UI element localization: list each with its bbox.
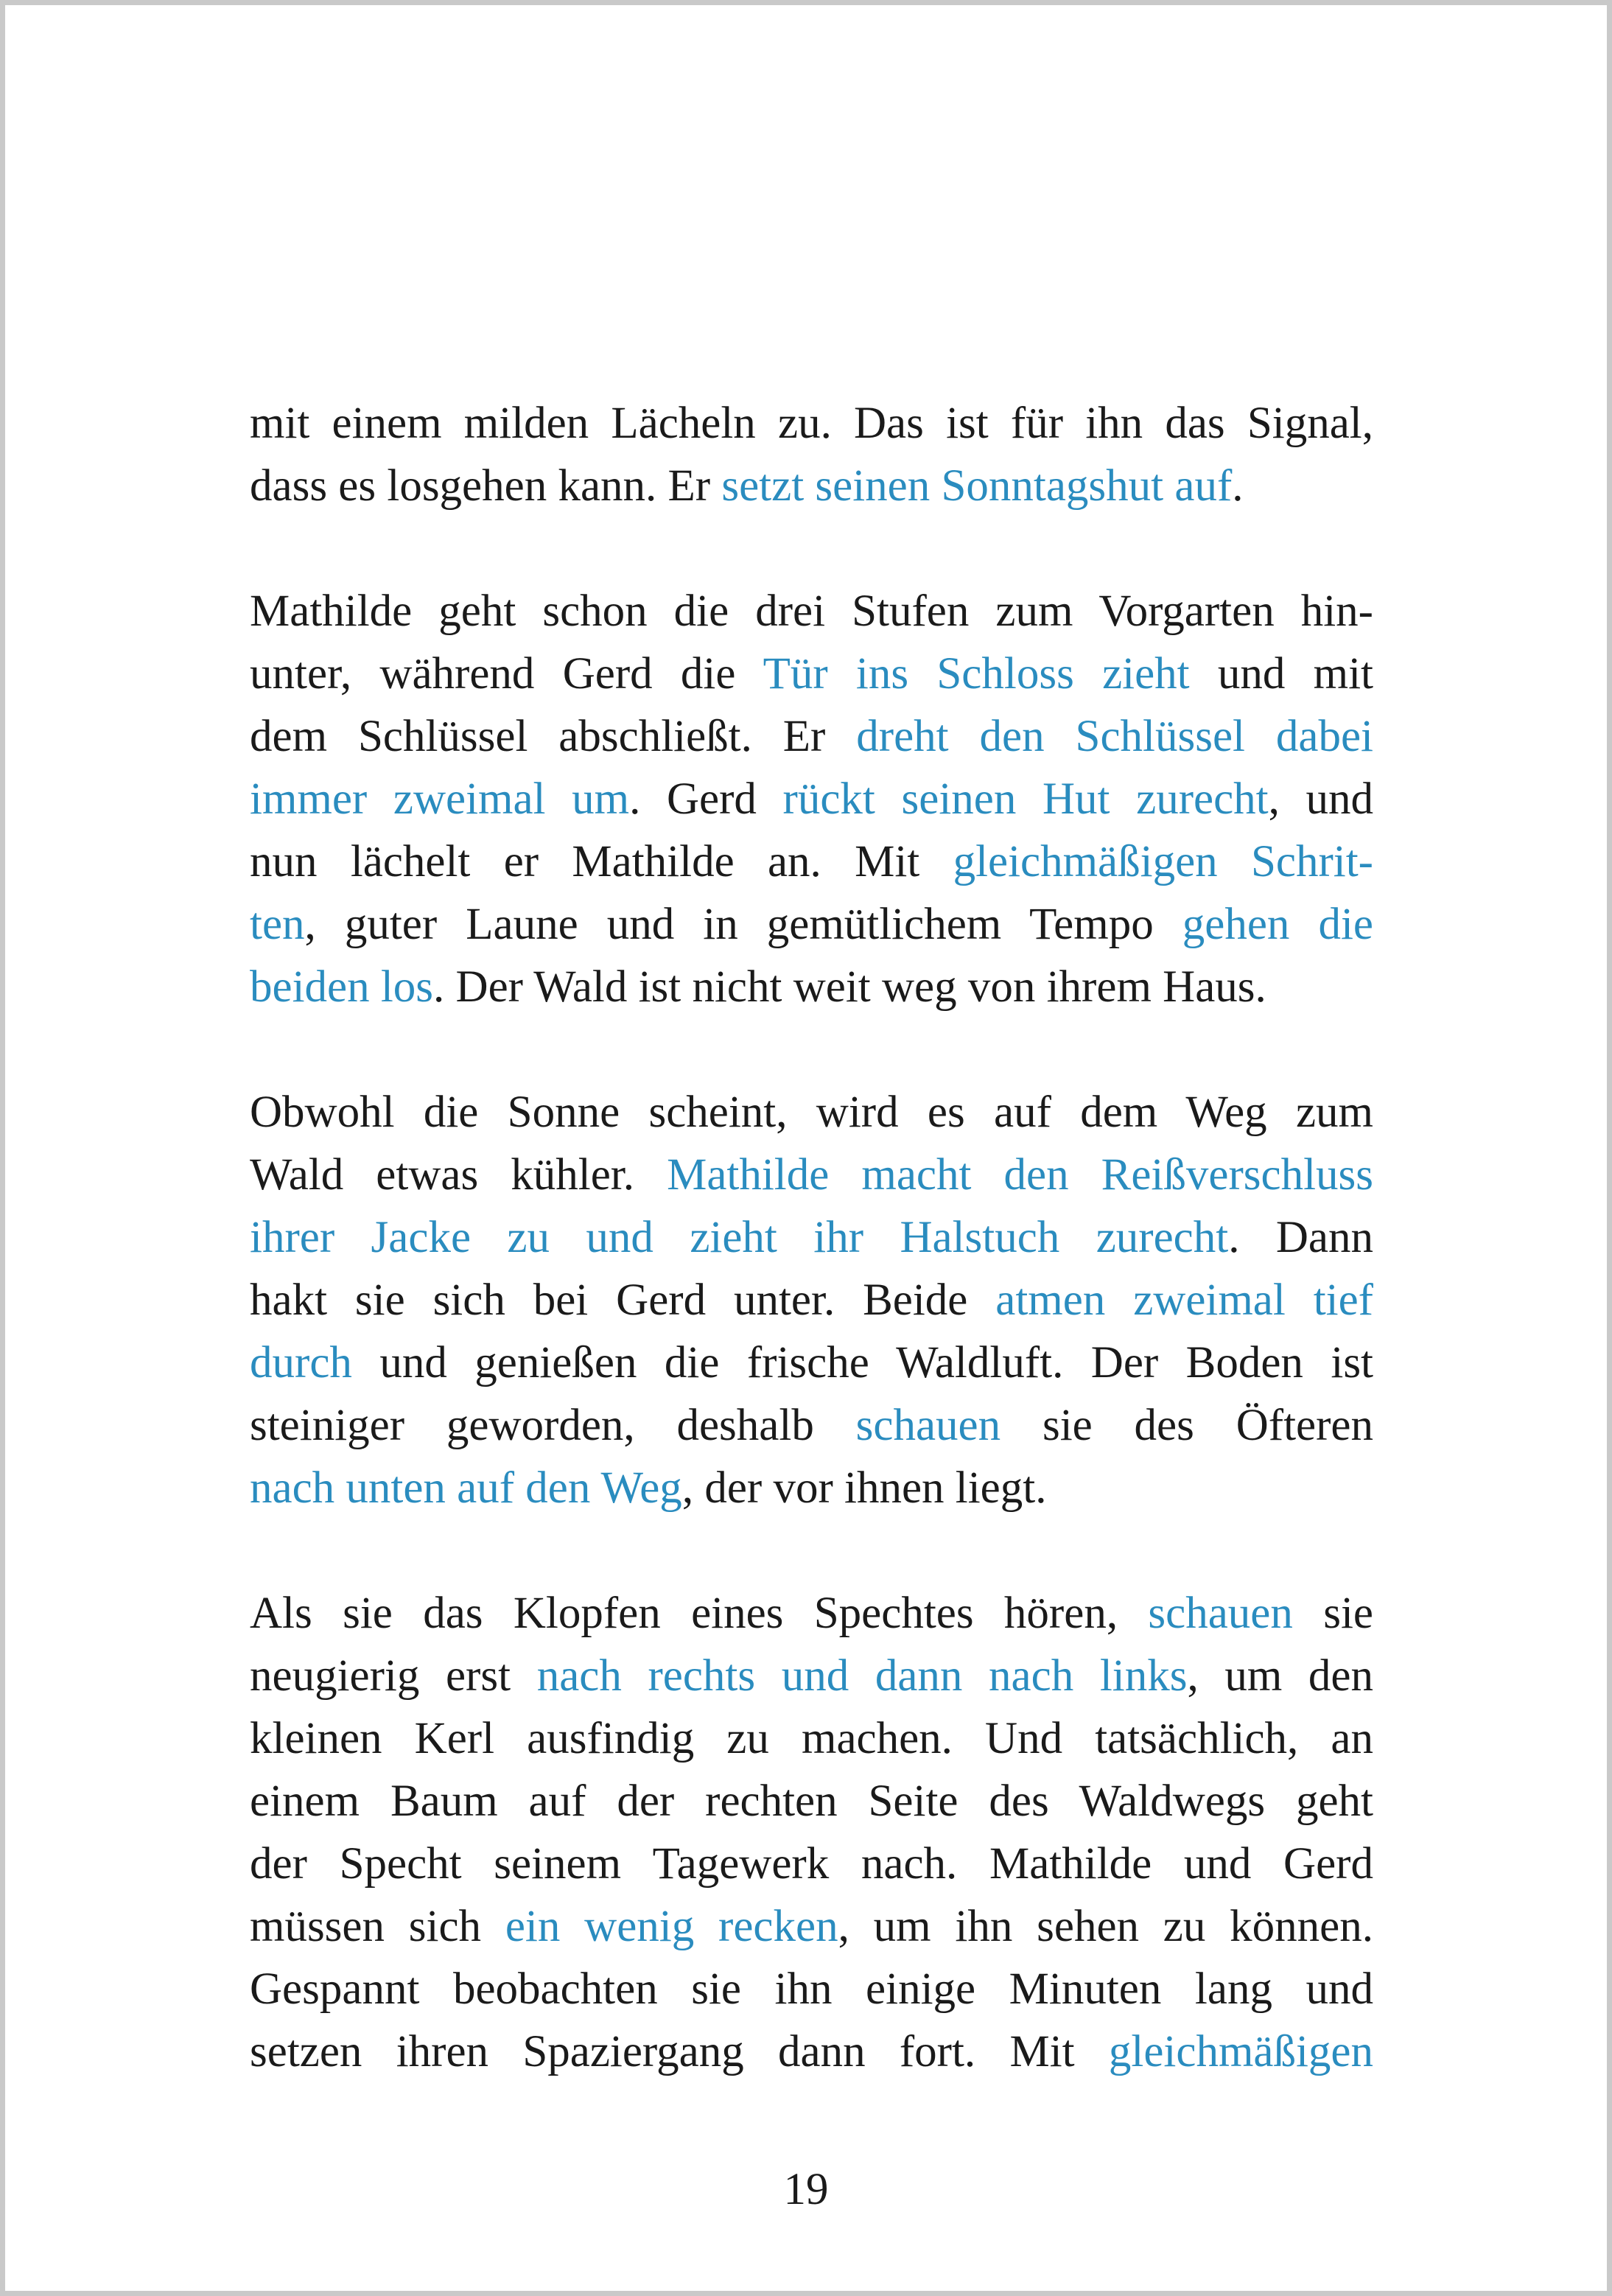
text-segment: mit einem milden Lächeln zu. Das ist für ihn das Signal, (250, 399, 1373, 448)
paragraph (250, 1081, 1373, 1519)
text-line (250, 1457, 1373, 1519)
highlighted-phrase: Tür ins Schloss zieht (763, 649, 1190, 699)
text-segment: Wald etwas kühler. (250, 1150, 667, 1200)
text-line (250, 1833, 1373, 1895)
text-line (250, 768, 1373, 830)
text-segment: , und (1268, 774, 1373, 824)
text-segment: , um den (1187, 1651, 1373, 1701)
highlighted-phrase: gehen die (1182, 900, 1373, 949)
text-segment: unter, während Gerd die (250, 649, 763, 699)
highlighted-phrase: nach unten auf den Weg (250, 1463, 682, 1513)
text-segment: hakt sie sich bei Gerd unter. Beide (250, 1275, 996, 1325)
text-segment: und genießen die frische Waldluft. Der Boden ist (351, 1338, 1373, 1387)
paragraph (250, 580, 1373, 1018)
highlighted-phrase: immer zweimal um (250, 774, 630, 824)
text-line (250, 1707, 1373, 1770)
text-line (250, 956, 1373, 1018)
text-segment: sie (1292, 1589, 1373, 1638)
text-segment: dass es losgehen kann. Er (250, 461, 722, 511)
highlighted-phrase: gleichmäßigen Schrit- (953, 837, 1373, 886)
highlighted-phrase: gleichmäßigen (1108, 2027, 1373, 2076)
text-line (250, 1958, 1373, 2020)
highlighted-phrase: dreht den Schlüssel dabei (856, 712, 1373, 761)
text-segment: dem Schlüssel abschließt. Er (250, 712, 857, 761)
highlighted-phrase: schauen (855, 1401, 1001, 1450)
highlighted-phrase: rückt seinen Hut zurecht (782, 774, 1269, 824)
text-line (250, 1081, 1373, 1144)
text-segment: , um ihn sehen zu können. (838, 1902, 1374, 1951)
highlighted-phrase: ein wenig recken (505, 1902, 838, 1951)
highlighted-phrase: Mathilde macht den Reißverschluss (667, 1150, 1374, 1200)
text-segment: Gespannt beobachten sie ihn einige Minuten lang und (250, 1964, 1373, 2014)
text-segment: setzen ihren Spaziergang dann fort. Mit (250, 2027, 1109, 2076)
text-line (250, 1269, 1373, 1331)
page-number: 19 (783, 2165, 829, 2214)
text-line (250, 705, 1373, 768)
body-text (250, 392, 1373, 2083)
text-line (250, 830, 1373, 893)
text-segment: neugierig erst (250, 1651, 537, 1701)
highlighted-phrase: beiden los (250, 962, 434, 1012)
highlighted-phrase: durch (250, 1338, 352, 1387)
text-line (250, 1645, 1373, 1707)
text-segment: sie des Öfteren (1001, 1401, 1373, 1450)
text-line (250, 893, 1373, 956)
text-segment: und mit (1189, 649, 1373, 699)
text-line (250, 1582, 1373, 1645)
text-line (250, 643, 1373, 705)
text-line (250, 580, 1373, 643)
highlighted-phrase: ten (250, 900, 305, 949)
text-segment: nun lächelt er Mathilde an. Mit (250, 837, 953, 886)
text-segment: der Specht seinem Tagewerk nach. Mathilde und Gerd (250, 1839, 1373, 1889)
text-line (250, 1206, 1373, 1269)
paragraph (250, 392, 1373, 517)
highlighted-phrase: schauen (1148, 1589, 1293, 1638)
text-line (250, 2020, 1373, 2083)
highlighted-phrase: setzt seinen Sonntagshut auf (721, 461, 1233, 511)
text-segment: . Gerd (629, 774, 783, 824)
text-segment: , guter Laune und in gemütlichem Tempo (304, 900, 1182, 949)
text-line (250, 1394, 1373, 1457)
text-segment: müssen sich (250, 1902, 505, 1951)
text-line (250, 1144, 1373, 1206)
text-segment: . (1232, 461, 1244, 511)
text-segment: Als sie das Klopfen eines Spechtes hören, (250, 1589, 1149, 1638)
text-line (250, 455, 1373, 517)
text-segment: . Der Wald ist nicht weit weg von ihrem Haus. (433, 962, 1266, 1012)
highlighted-phrase: ihrer Jacke zu und zieht ihr Halstuch zurecht (250, 1213, 1229, 1262)
text-segment: steiniger geworden, deshalb (250, 1401, 856, 1450)
text-segment: kleinen Kerl ausfindig zu machen. Und tatsächlich, an (250, 1714, 1373, 1763)
text-line (250, 1770, 1373, 1833)
text-segment: Mathilde geht schon die drei Stufen zum Vorgarten hin- (250, 587, 1373, 636)
text-segment: , der vor ihnen liegt. (681, 1463, 1047, 1513)
text-line (250, 1895, 1373, 1958)
text-segment: Obwohl die Sonne scheint, wird es auf dem Weg zum (250, 1088, 1373, 1137)
highlighted-phrase: atmen zweimal tief (995, 1275, 1373, 1325)
text-line (250, 1331, 1373, 1394)
text-segment: . Dann (1228, 1213, 1373, 1262)
text-segment: einem Baum auf der rechten Seite des Waldwegs geht (250, 1777, 1373, 1826)
highlighted-phrase: nach rechts und dann nach links (536, 1651, 1188, 1701)
paragraph (250, 1582, 1373, 2083)
text-line (250, 392, 1373, 455)
